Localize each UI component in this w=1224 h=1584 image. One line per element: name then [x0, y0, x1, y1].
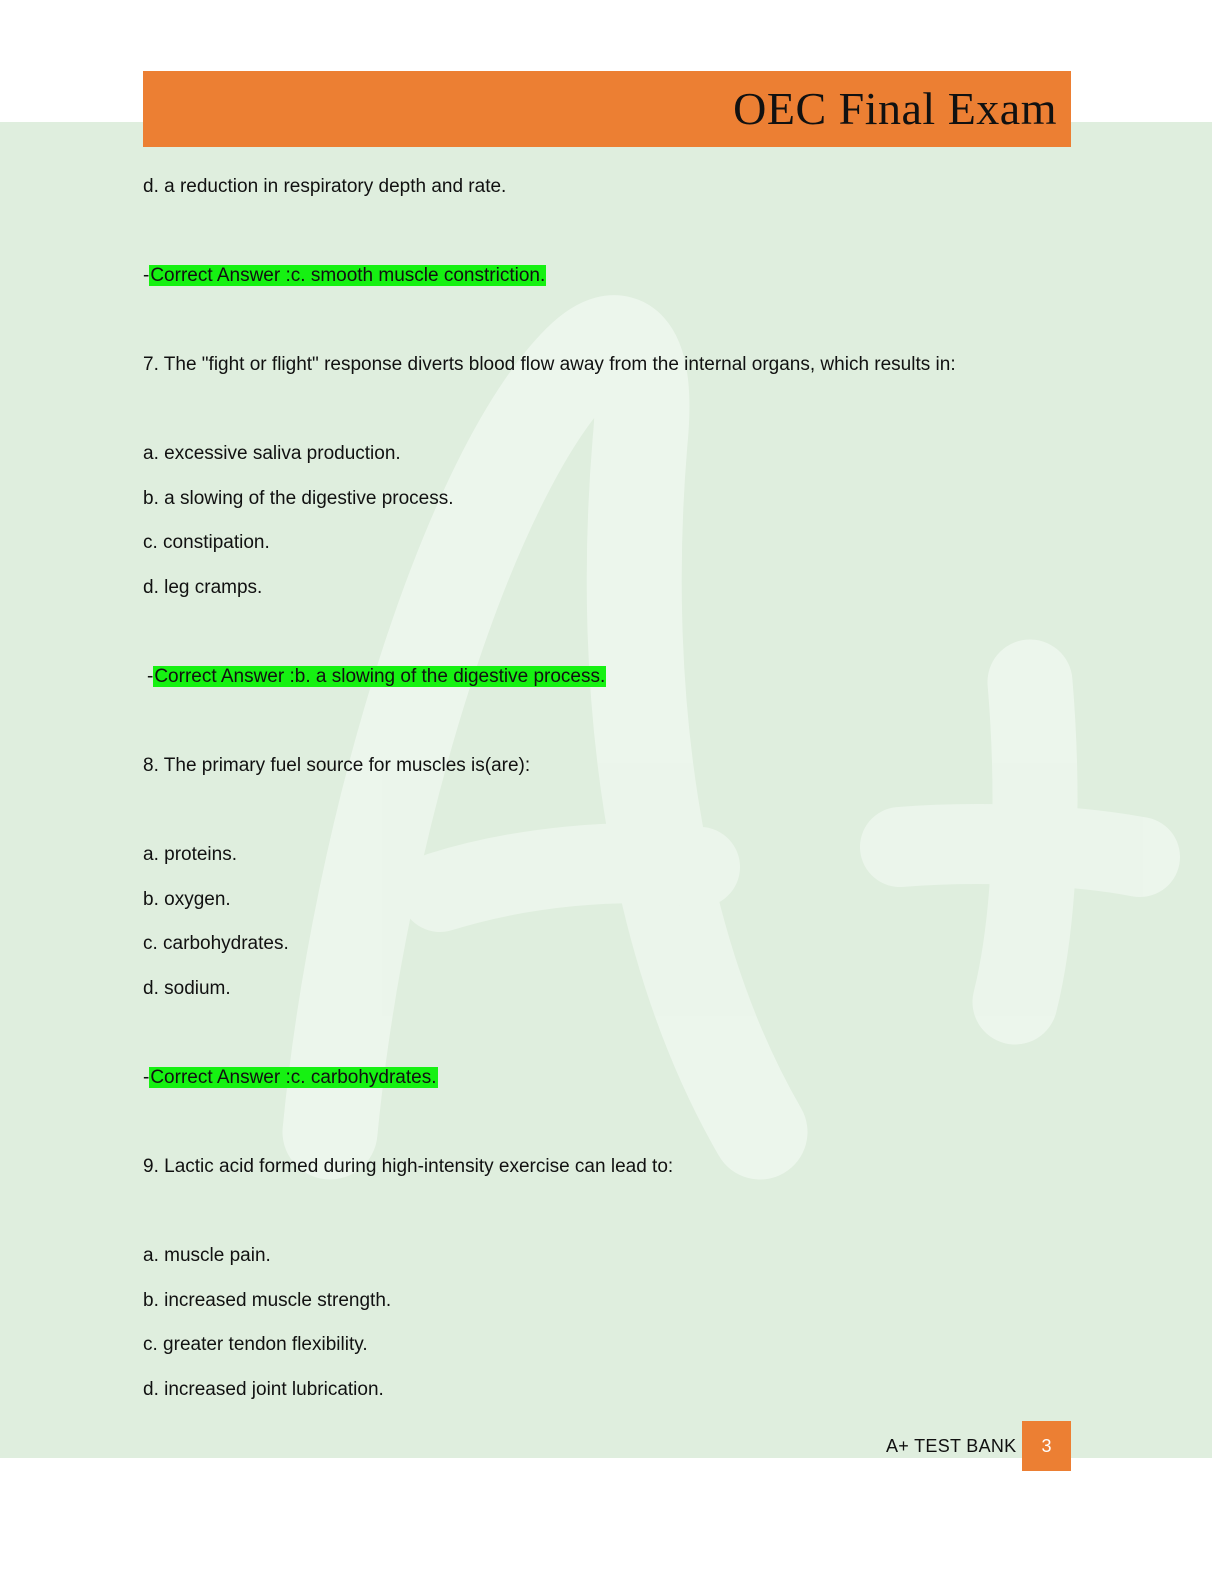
- q9-option-b: b. increased muscle strength.: [143, 1290, 392, 1311]
- correct-answer-highlight: Correct Answer :c. carbohydrates.: [150, 1067, 437, 1088]
- q7-option-c: c. constipation.: [143, 532, 270, 553]
- correct-answer-highlight: Correct Answer :b. a slowing of the digestive process.: [154, 666, 606, 687]
- prev-question-option-d: d. a reduction in respiratory depth and rate.: [143, 176, 507, 197]
- answer-q8: [143, 1066, 438, 1090]
- header-bar: [143, 71, 1071, 147]
- q9-option-d: d. increased joint lubrication.: [143, 1379, 384, 1400]
- footer-label: A+ TEST BANK: [886, 1436, 1017, 1456]
- answer-dash: -: [143, 265, 150, 286]
- q7-option-d: d. leg cramps.: [143, 577, 263, 598]
- question-8: 8. The primary fuel source for muscles is(are):: [143, 755, 531, 776]
- q7-option-b: b. a slowing of the digestive process.: [143, 488, 454, 509]
- q7-option-a: a. excessive saliva production.: [143, 443, 401, 464]
- page-number: 3: [1022, 1421, 1071, 1471]
- q9-option-c: c. greater tendon flexibility.: [143, 1334, 368, 1355]
- q8-option-d: d. sodium.: [143, 978, 231, 999]
- q8-option-c: c. carbohydrates.: [143, 933, 289, 954]
- correct-answer-highlight: Correct Answer :c. smooth muscle constriction.: [150, 265, 546, 286]
- page-title: OEC Final Exam: [733, 83, 1057, 134]
- answer-dash: -: [147, 666, 154, 687]
- question-7: 7. The "fight or flight" response diverts blood flow away from the internal organs, which results in:: [143, 354, 956, 375]
- q9-option-a: a. muscle pain.: [143, 1245, 271, 1266]
- answer-dash: -: [143, 1067, 150, 1088]
- q8-option-a: a. proteins.: [143, 844, 237, 865]
- answer-q6: [143, 264, 546, 288]
- q8-option-b: b. oxygen.: [143, 889, 231, 910]
- question-9: 9. Lactic acid formed during high-intensity exercise can lead to:: [143, 1156, 674, 1177]
- answer-q7: [147, 665, 606, 689]
